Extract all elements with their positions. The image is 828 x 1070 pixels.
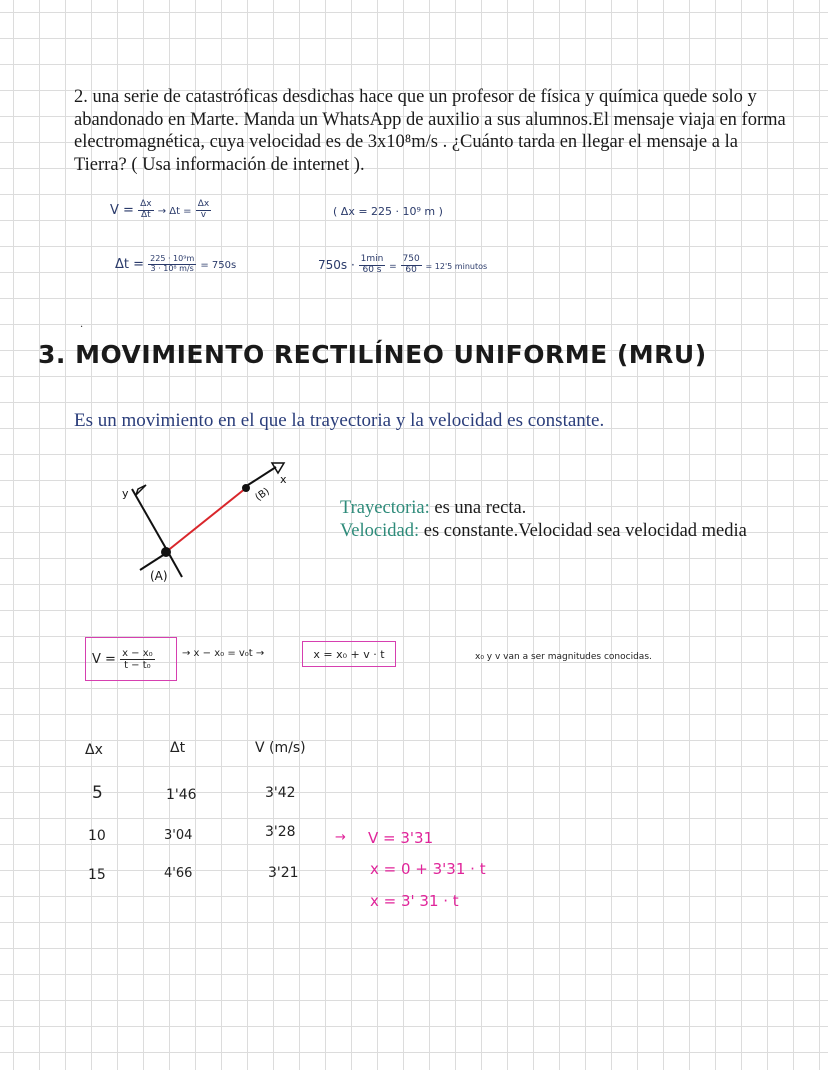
velocity-formula-box: V = $\frac{\text{x − x₀}}{\text{t − t₀}}$ xyxy=(85,637,177,681)
point-a-dot xyxy=(161,547,171,557)
velocity-property: Velocidad: es constante.Velocidad sea velocidad media xyxy=(340,521,747,541)
position-equation-box: x = x₀ + v · t xyxy=(302,641,396,667)
mean-velocity: V = 3'31 xyxy=(368,829,434,847)
table-row-3-dt: 4'66 xyxy=(164,866,193,881)
mru-definition: Es un movimiento en el que la trayectoria y la velocidad es constante. xyxy=(74,410,605,431)
position-equation-2: x = 3' 31 · t xyxy=(370,892,459,910)
table-header-v: V (m/s) xyxy=(255,740,306,756)
table-row-3-dx: 15 xyxy=(88,867,106,883)
table-row-1-v: 3'42 xyxy=(265,785,296,801)
table-header-dt: Δt xyxy=(170,740,186,756)
point-b-dot xyxy=(242,484,250,492)
y-axis-tail xyxy=(168,552,182,577)
problem-statement: 2. una serie de catastróficas desdichas hace que un profesor de física y química quede solo y abandonado en Marte. Manda un WhatsApp de auxilio a sus alumnos.El mensaje viaja en forma electromagnética, cuya velocidad es de 3x10⁸m/s . ¿Cuánto tarda en llegar el mensaje a la Tierra? ( Usa información de internet ). xyxy=(74,87,786,175)
x-axis-label: x xyxy=(280,473,287,486)
distance-given: ( Δx = 225 · 10⁹ m ) xyxy=(333,205,443,218)
table-row-3-v: 3'21 xyxy=(268,865,299,881)
unit-conversion: 750s · $\frac{1\min}{60 s}$ = $\frac{750}{60}$ = 12'5 minutos xyxy=(318,254,488,275)
velocity-formula: V = $\frac{\Delta x}{\Delta t}$ → Δt = $\frac{\Delta x}{v}$ xyxy=(110,199,210,220)
y-arrow-icon xyxy=(136,485,146,495)
table-row-2-v: 3'28 xyxy=(265,824,296,840)
y-axis xyxy=(132,489,168,552)
table-row-1-dx: 5 xyxy=(92,783,103,803)
mru-diagram xyxy=(100,455,320,605)
trajectory-line xyxy=(166,488,246,552)
table-row-1-dt: 1'46 xyxy=(166,787,197,803)
known-magnitudes-note: x₀ y v van a ser magnitudes conocidas. xyxy=(475,652,652,662)
section-heading: 3. MOVIMIENTO RECTILÍNEO UNIFORME (MRU) xyxy=(38,340,707,369)
table-row-2-dt: 3'04 xyxy=(164,828,193,843)
position-equation-1: x = 0 + 3'31 · t xyxy=(370,860,486,878)
x-axis xyxy=(248,467,276,485)
formula-derivation: → x − x₀ = v₀t → xyxy=(182,648,265,659)
mru-properties xyxy=(340,497,747,543)
y-axis-label: y xyxy=(122,487,129,500)
trajectory-property: Trayectoria: es una recta. xyxy=(340,498,527,518)
table-row-2-dx: 10 xyxy=(88,828,106,844)
time-calculation: Δt = $\frac{\text{225 · 10⁹m}}{\text{3 · 10⁸ m/s}}$ = 750s xyxy=(115,254,237,273)
result-arrow: → xyxy=(335,830,346,845)
stray-dot: · xyxy=(80,322,84,333)
table-header-dx: Δx xyxy=(85,742,103,758)
point-b-label: (B) xyxy=(253,486,272,504)
point-a-label: (A) xyxy=(150,569,168,583)
